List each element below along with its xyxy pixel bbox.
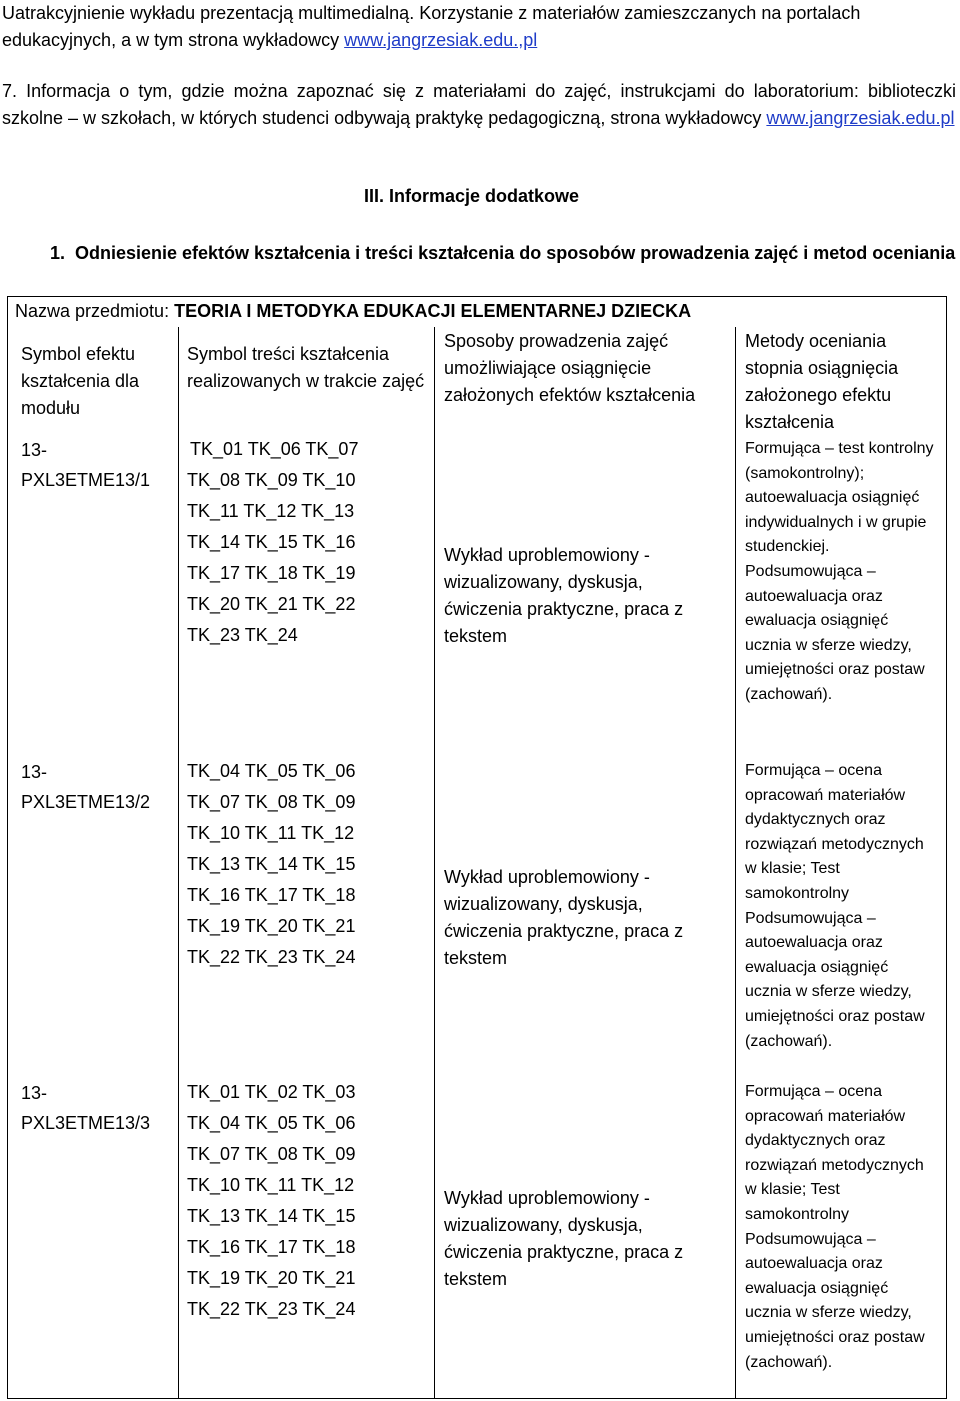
tk-line: TK_08 TK_09 TK_10 bbox=[187, 470, 356, 490]
materials-info-text: 7. Informacja o tym, gdzie można zapoznać się z materiałami do zajęć, instrukcjami do laboratorium: biblioteczki szkolne – w szkołach, w których studenci odbywają praktykę pedagogiczną, strona wykładowcy bbox=[2, 81, 956, 128]
subject-name-value: TEORIA I METODYKA EDUKACJI ELEMENTARNEJ DZIECKA bbox=[174, 301, 692, 321]
header-symbol-tresci: Symbol treści kształcenia realizowanych w trakcie zajęć bbox=[187, 344, 425, 391]
column-divider bbox=[434, 327, 435, 1398]
tk-line: TK_04 TK_05 TK_06 bbox=[187, 1113, 356, 1133]
tk-line: TK_19 TK_20 TK_21 bbox=[187, 1268, 356, 1288]
tk-line: TK_04 TK_05 TK_06 bbox=[187, 761, 356, 781]
tk-line: TK_01 TK_02 TK_03 bbox=[187, 1082, 356, 1102]
tk-line: TK_11 TK_12 TK_13 bbox=[187, 501, 355, 521]
symbol-prefix: 13- bbox=[21, 762, 48, 782]
symbol-prefix: 13- bbox=[21, 1083, 48, 1103]
subsection-text: Odniesienie efektów kształcenia i treści kształcenia do sposobów prowadzenia zajęć i metod oceniania bbox=[75, 243, 956, 263]
intro-link[interactable]: www.jangrzesiak.edu.,pl bbox=[344, 30, 538, 50]
table-row-1-sposoby: Wykład uproblemowiony - wizualizowany, dyskusja, ćwiczenia praktyczne, praca z tekstem bbox=[444, 545, 684, 646]
materials-info-link[interactable]: www.jangrzesiak.edu.pl bbox=[766, 108, 955, 128]
header-symbol-efektu: Symbol efektu kształcenia dla modułu bbox=[21, 344, 140, 418]
subject-name-label: Nazwa przedmiotu: bbox=[15, 301, 170, 321]
column-divider bbox=[735, 327, 736, 1398]
table-row-3-symbol bbox=[21, 1078, 171, 1138]
header-sposoby: Sposoby prowadzenia zajęć umożliwiające osiągnięcie założonych efektów kształcenia bbox=[444, 331, 696, 405]
intro-text: Uatrakcyjnienie wykładu prezentacją multimedialną. Korzystanie z materiałów zamieszczanych na portalach edukacyjnych, a w tym strona wykładowcy bbox=[2, 3, 861, 50]
tk-line: TK_10 TK_11 TK_12 bbox=[187, 1175, 355, 1195]
tk-line: TK_01 TK_06 TK_07 bbox=[190, 439, 359, 459]
symbol-code: PXL3ETME13/3 bbox=[21, 1113, 151, 1133]
tk-line: TK_16 TK_17 TK_18 bbox=[187, 1237, 356, 1257]
tk-line: TK_23 TK_24 bbox=[187, 625, 298, 645]
table-row-3-sposoby: Wykład uproblemowiony - wizualizowany, dyskusja, ćwiczenia praktyczne, praca z tekstem bbox=[444, 1188, 684, 1289]
tk-line: TK_20 TK_21 TK_22 bbox=[187, 594, 356, 614]
header-metody: Metody oceniania stopnia osiągnięcia założonego efektu kształcenia bbox=[745, 331, 899, 432]
tk-line: TK_07 TK_08 TK_09 bbox=[187, 1144, 356, 1164]
tk-line: TK_17 TK_18 TK_19 bbox=[187, 563, 356, 583]
tk-line: TK_19 TK_20 TK_21 bbox=[187, 916, 356, 936]
symbol-prefix: 13- bbox=[21, 440, 48, 460]
table-row-2-metody: Formująca – ocena opracowań materiałów dydaktycznych oraz rozwiązań metodycznych w klasie; Test samokontrolny Podsumowująca – autoewaluacja oraz ewaluacja osiągnięć ucznia w sferze wiedzy, umiejętności oraz postaw (zachowań). bbox=[745, 762, 925, 1050]
subject-name-row bbox=[15, 301, 691, 322]
tk-line: TK_16 TK_17 TK_18 bbox=[187, 885, 356, 905]
table-row-1-symbol bbox=[21, 435, 171, 495]
section-title: III. Informacje dodatkowe bbox=[364, 186, 580, 206]
symbol-code: PXL3ETME13/1 bbox=[21, 470, 151, 490]
table-row-1-metody: Formująca – test kontrolny (samokontrolny); autoewaluacja osiągnięć indywidualnych i w grupie studenckiej. Podsumowująca – autoewaluacja oraz ewaluacja osiągnięć ucznia w sferze wiedzy, umiejętności oraz postaw (zachowań). bbox=[745, 440, 934, 703]
tk-line: TK_22 TK_23 TK_24 bbox=[187, 947, 356, 967]
tk-line: TK_22 TK_23 TK_24 bbox=[187, 1299, 356, 1319]
intro-paragraph bbox=[2, 0, 952, 54]
symbol-code: PXL3ETME13/2 bbox=[21, 792, 151, 812]
effects-table bbox=[7, 296, 947, 1399]
table-row-2-symbol bbox=[21, 757, 171, 817]
tk-line: TK_14 TK_15 TK_16 bbox=[187, 532, 356, 552]
tk-line: TK_13 TK_14 TK_15 bbox=[187, 854, 356, 874]
tk-line: TK_13 TK_14 TK_15 bbox=[187, 1206, 356, 1226]
materials-info-paragraph bbox=[2, 78, 956, 132]
subsection-heading bbox=[50, 240, 956, 266]
table-row-3-tk bbox=[187, 1077, 427, 1325]
table-row-1-tk bbox=[187, 434, 427, 651]
tk-line: TK_10 TK_11 TK_12 bbox=[187, 823, 355, 843]
table-row-2-sposoby: Wykład uproblemowiony - wizualizowany, dyskusja, ćwiczenia praktyczne, praca z tekstem bbox=[444, 867, 684, 968]
column-divider bbox=[178, 327, 179, 1398]
table-row-3-metody: Formująca – ocena opracowań materiałów dydaktycznych oraz rozwiązań metodycznych w klasie; Test samokontrolny Podsumowująca – autoewaluacja oraz ewaluacja osiągnięć ucznia w sferze wiedzy, umiejętności oraz postaw (zachowań). bbox=[745, 1083, 925, 1371]
subsection-number: 1. bbox=[50, 243, 66, 263]
table-row-2-tk bbox=[187, 756, 427, 973]
tk-line: TK_07 TK_08 TK_09 bbox=[187, 792, 356, 812]
